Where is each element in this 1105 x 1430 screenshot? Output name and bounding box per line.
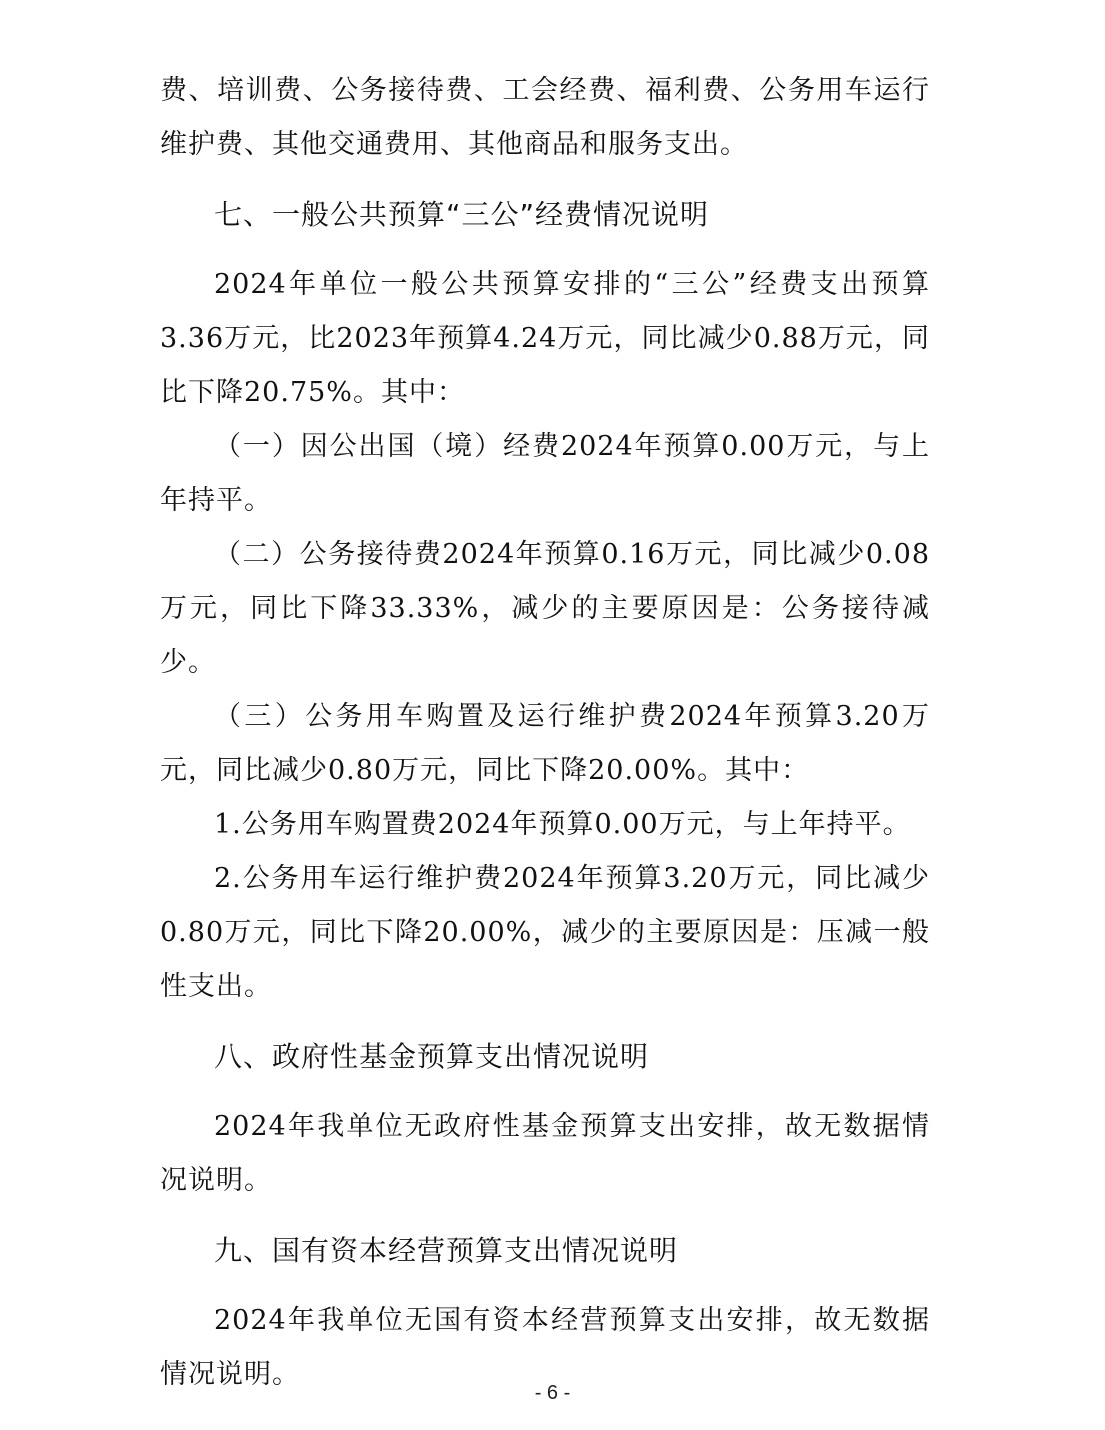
paragraph-reception-expense: （二）公务接待费2024年预算0.16万元，同比减少0.08万元，同比下降33.33%，减少的主要原因是：公务接待减少。 [160,539,930,678]
section-heading-9: 九、国有资本经营预算支出情况说明 [214,1234,679,1267]
continued-paragraph: 费、培训费、公务接待费、工会经费、福利费、公务用车运行维护费、其他交通费用、其他商品和服务支出。 [160,75,930,160]
paragraph-overseas-expense: （一）因公出国（境）经费2024年预算0.00万元，与上年持平。 [160,431,930,516]
paragraph-vehicle-maintenance: 2.公务用车运行维护费2024年预算3.20万元，同比减少0.80万元，同比下降20.00%，减少的主要原因是：压减一般性支出。 [160,863,930,1002]
paragraph-three-public-summary: 2024年单位一般公共预算安排的“三公”经费支出预算3.36万元，比2023年预算4.24万元，同比减少0.88万元，同比下降20.75%。其中： [160,269,930,408]
paragraph-government-fund: 2024年我单位无政府性基金预算支出安排，故无数据情况说明。 [160,1111,930,1196]
page-number: - 6 - [534,1382,571,1404]
document-body [160,64,930,1402]
section-heading-8: 八、政府性基金预算支出情况说明 [214,1040,650,1073]
section-heading-7: 七、一般公共预算“三公”经费情况说明 [214,198,710,231]
paragraph-vehicle-purchase: 1.公务用车购置费2024年预算0.00万元，与上年持平。 [214,809,911,840]
paragraph-state-capital: 2024年我单位无国有资本经营预算支出安排，故无数据情况说明。 [160,1305,930,1390]
paragraph-vehicle-expense: （三）公务用车购置及运行维护费2024年预算3.20万元，同比减少0.80万元，同比下降20.00%。其中： [160,701,930,786]
